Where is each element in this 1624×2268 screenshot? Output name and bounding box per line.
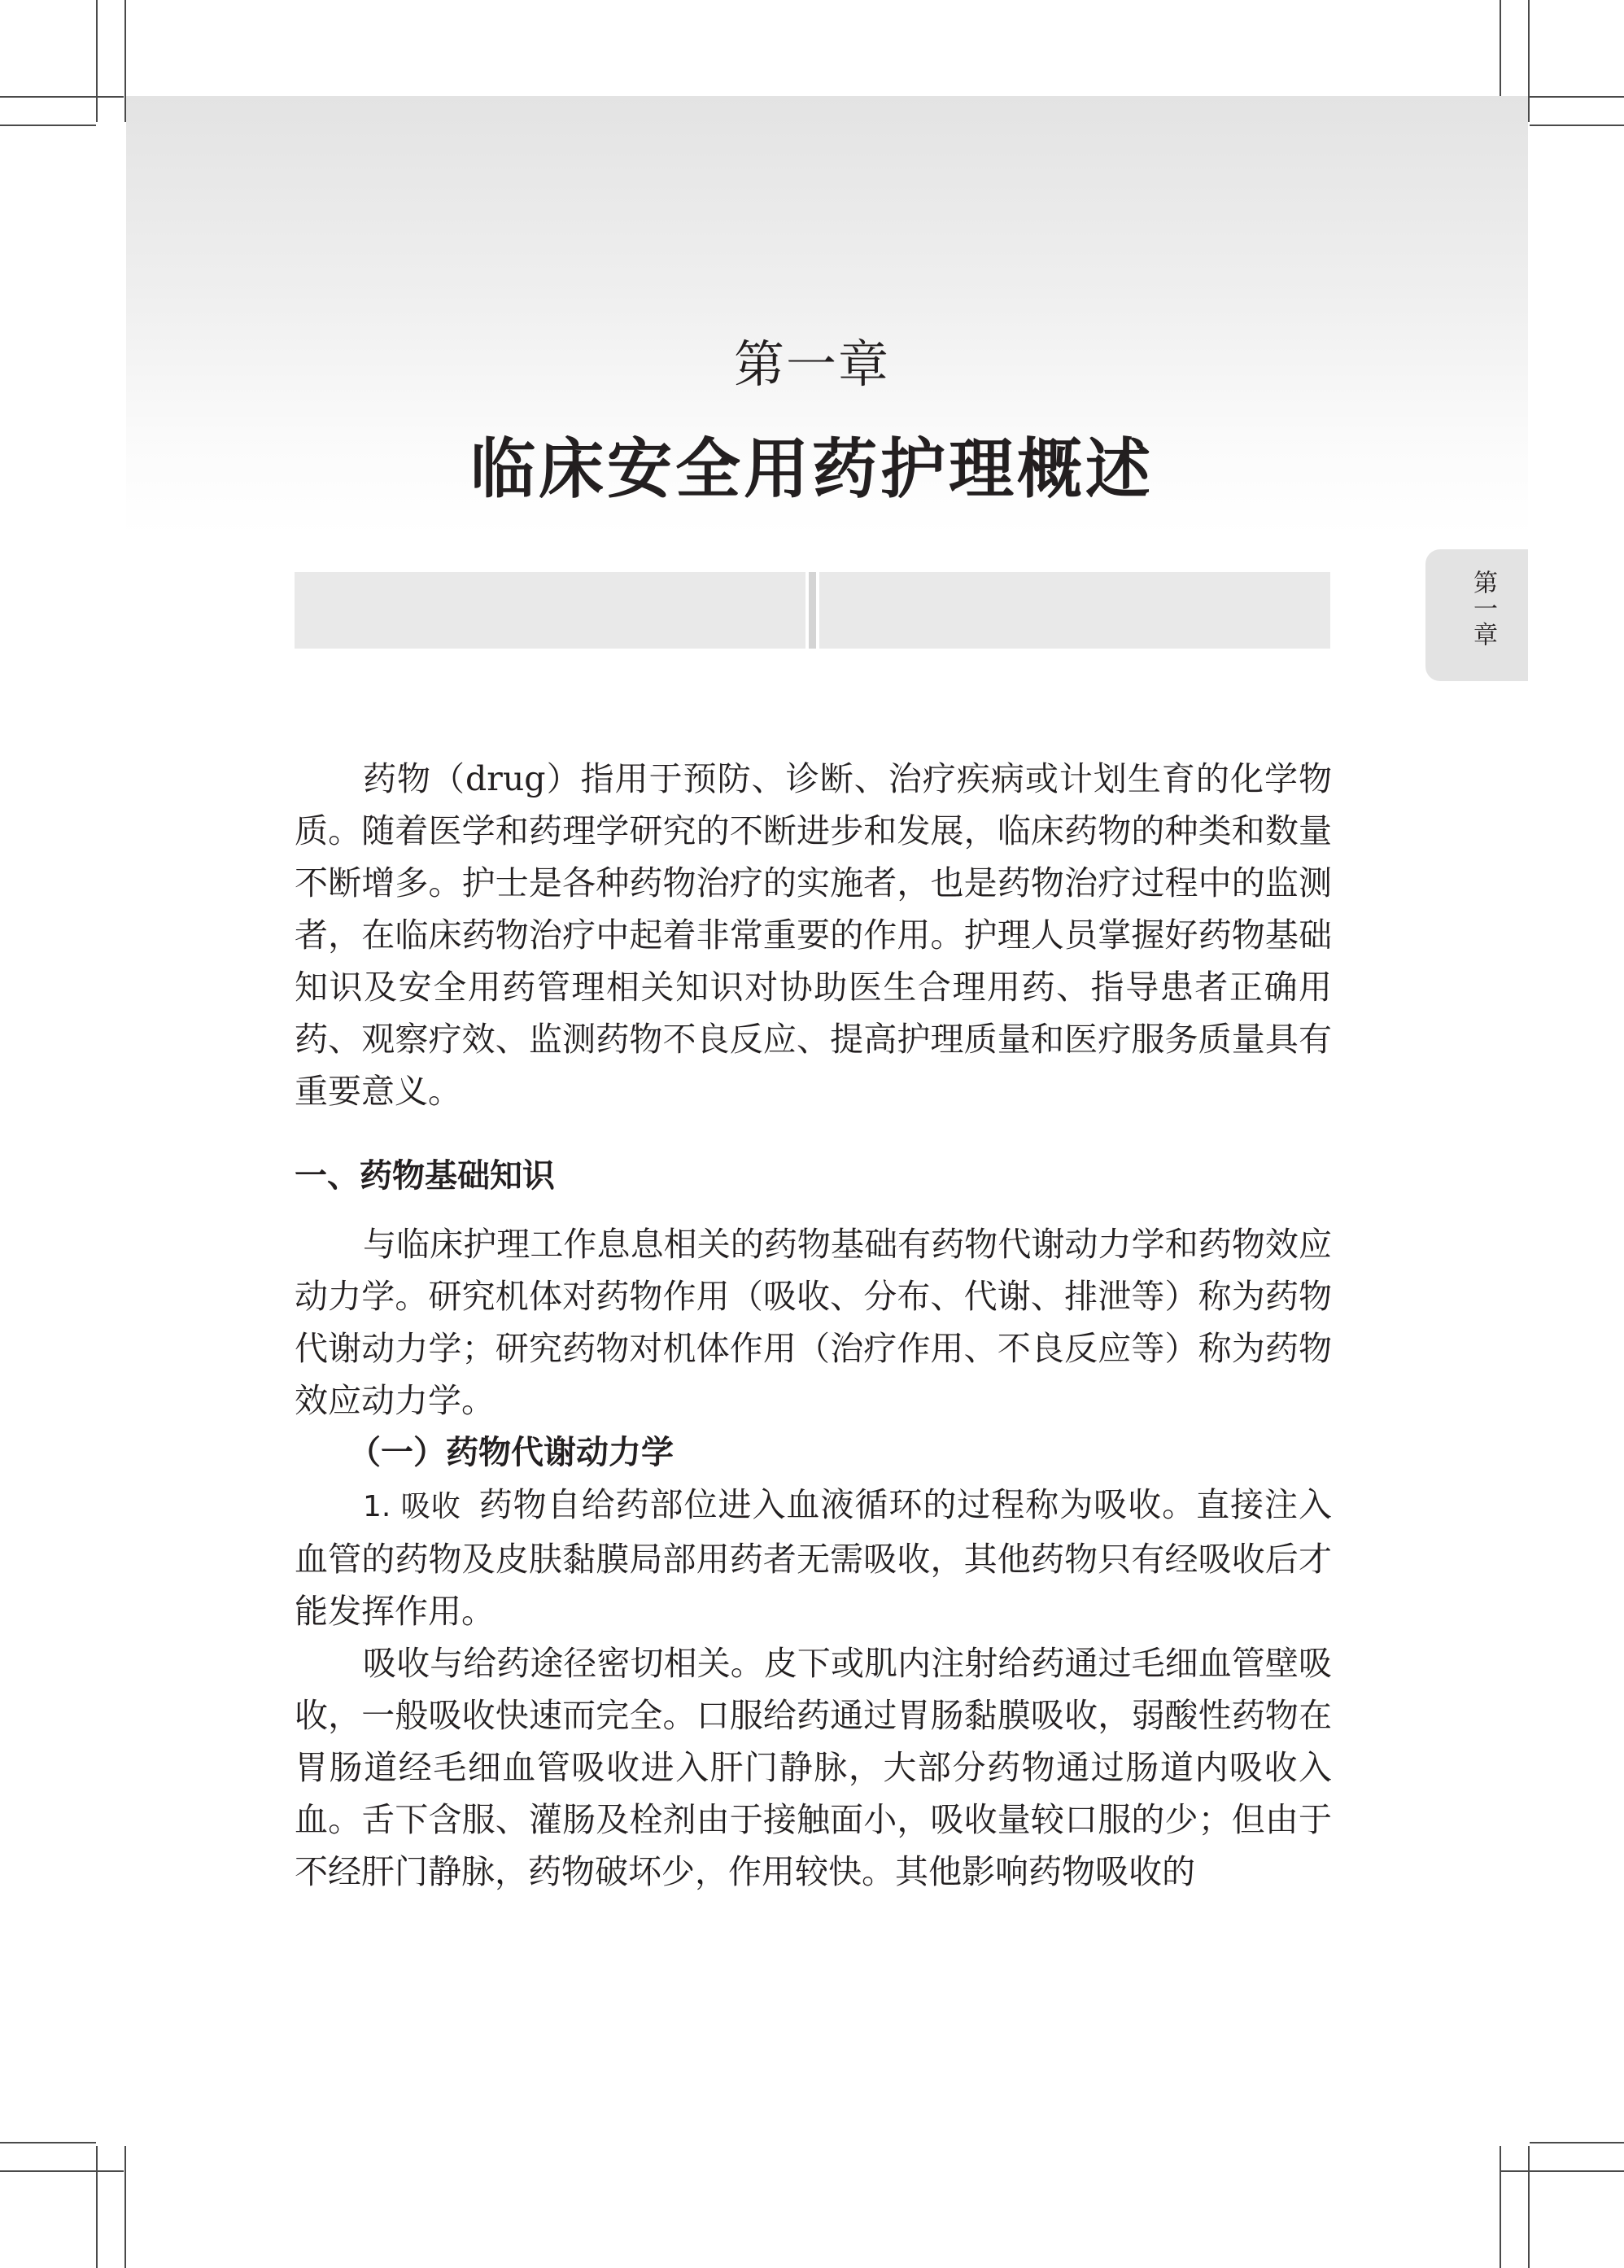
crop-mark — [0, 125, 96, 126]
absorption-item — [295, 1479, 1332, 1637]
crop-mark — [1530, 2142, 1624, 2143]
crop-mark — [0, 96, 124, 98]
crop-mark — [0, 2142, 96, 2143]
subsection-heading: （一）药物代谢动力学 — [348, 1434, 674, 1471]
crop-mark — [1528, 0, 1530, 122]
absorption-paragraph: 吸收与给药途径密切相关。皮下或肌内注射给药通过毛细血管壁吸收，一般吸收快速而完全。口服给药通过胃肠黏膜吸收，弱酸性药物在胃肠道经毛细血管吸收进入肝门静脉，大部分药物通过肠道内吸收入血。舌下含服、灌肠及栓剂由于接触面小，吸收量较口服的少；但由于不经肝门静脉，药物破坏少，作用较快。其他影响药物吸收的 — [295, 1644, 1332, 1891]
crop-mark — [96, 2146, 98, 2268]
crop-mark — [96, 0, 98, 122]
section-heading: 一、药物基础知识 — [295, 1157, 555, 1195]
decorative-bar-right — [819, 572, 1330, 649]
item-text: 药物自给药部位进入血液循环的过程称为吸收。直接注入血管的药物及皮肤黏膜局部用药者无需吸收，其他药物只有经吸收后才能发挥作用。 — [295, 1485, 1332, 1631]
crop-mark — [124, 2146, 126, 2268]
page-body — [295, 753, 1332, 1898]
section-paragraph: 与临床护理工作息息相关的药物基础有药物代谢动力学和药物效应动力学。研究机体对药物作用（吸收、分布、代谢、排泄等）称为药物代谢动力学；研究药物对机体作用（治疗作用、不良反应等）称为药物效应动力学。 — [295, 1225, 1332, 1420]
intro-paragraph: 药物（drug）指用于预防、诊断、治疗疾病或计划生育的化学物质。随着医学和药理学研究的不断进步和发展，临床药物的种类和数量不断增多。护士是各种药物治疗的实施者，也是药物治疗过程中的监测者，在临床药物治疗中起着非常重要的作用。护理人员掌握好药物基础知识及安全用药管理相关知识对协助医生合理用药、指导患者正确用药、观察疗效、监测药物不良反应、提高护理质量和医疗服务质量具有重要意义。 — [295, 759, 1332, 1111]
crop-mark — [1528, 2146, 1530, 2268]
chapter-title: 临床安全用药护理概述 — [470, 431, 1154, 507]
crop-mark — [0, 2170, 124, 2172]
crop-mark — [1530, 96, 1624, 98]
crop-mark — [1500, 2170, 1624, 2172]
decorative-bar-divider — [809, 572, 816, 649]
decorative-bar-left — [295, 572, 805, 649]
chapter-side-tab-label: 第一章 — [1469, 570, 1497, 648]
item-term: 1. 吸收 — [363, 1490, 461, 1523]
crop-mark — [1530, 125, 1624, 126]
crop-mark — [1500, 2146, 1501, 2268]
chapter-number: 第一章 — [733, 334, 890, 394]
